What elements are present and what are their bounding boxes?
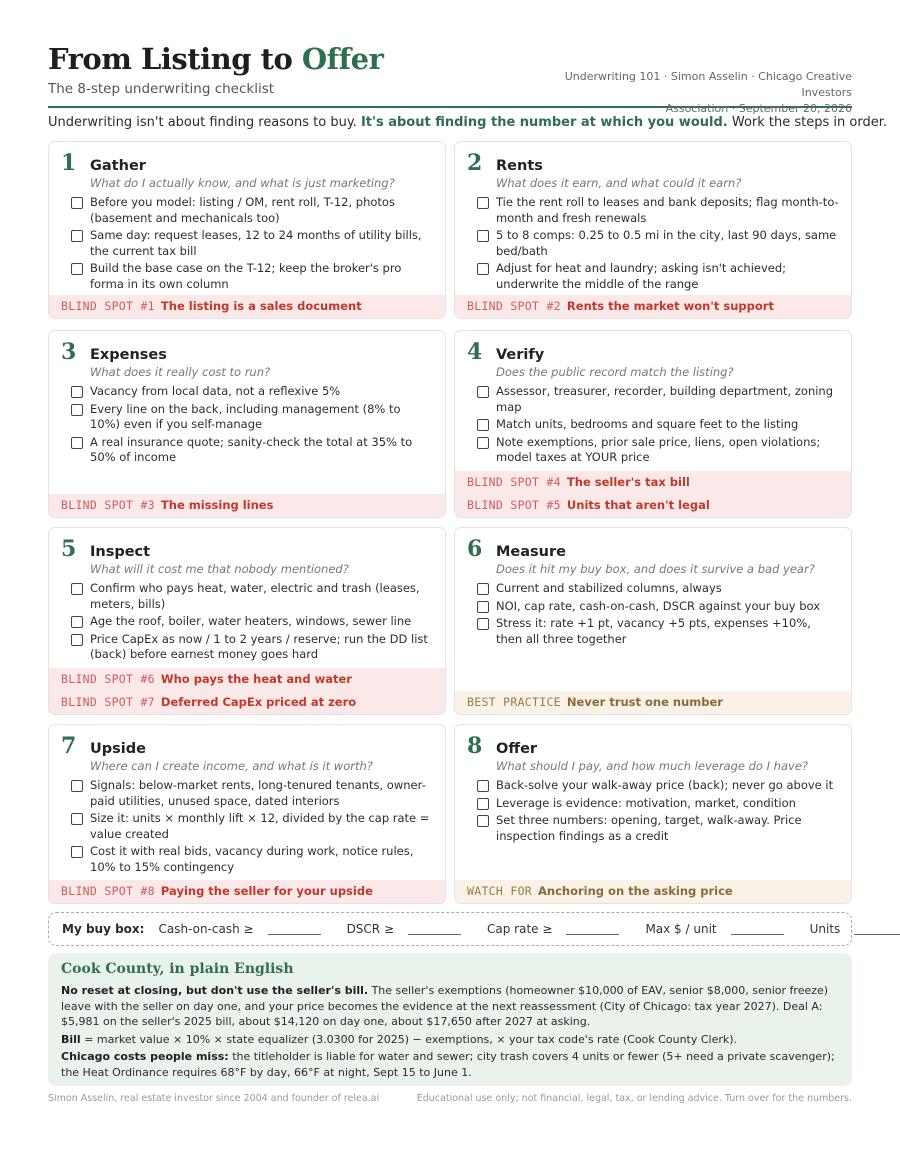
blind-spot-label: BLIND SPOT #8 bbox=[61, 884, 155, 898]
intro-after: Work the steps in order. bbox=[727, 115, 887, 130]
checkbox[interactable] bbox=[477, 437, 489, 449]
checklist-text: Price CapEx as now / 1 to 2 years / reserve; run the DD list (back) before earnest money goes hard bbox=[90, 631, 428, 661]
checklist-item bbox=[477, 616, 839, 647]
checklist-item bbox=[477, 435, 839, 466]
watch-for-label: WATCH FOR bbox=[467, 884, 533, 898]
best-practice-label: BEST PRACTICE bbox=[467, 695, 561, 709]
page-subtitle: The 8-step underwriting checklist bbox=[48, 81, 275, 97]
title-accent: Offer bbox=[301, 42, 384, 76]
cook-county-panel bbox=[48, 953, 852, 1086]
checklist-text: Set three numbers: opening, target, walk-away. Price inspection findings as a credit bbox=[496, 813, 802, 843]
checklist-text: Assessor, treasurer, recorder, building department, zoning map bbox=[496, 384, 834, 414]
checklist-text: Confirm who pays heat, water, electric and trash (leases, meters, bills) bbox=[90, 581, 420, 611]
blind-spot-text: The listing is a sales document bbox=[160, 299, 362, 313]
checklist-text: Note exemptions, prior sale price, liens, open violations; model taxes at YOUR price bbox=[496, 434, 821, 464]
blind-spot-label: BLIND SPOT #5 bbox=[467, 498, 561, 512]
checkbox[interactable] bbox=[477, 419, 489, 431]
blind-spot-banner bbox=[49, 691, 445, 714]
checklist-item bbox=[477, 261, 839, 292]
meta-line: Association · September 20, 2026 bbox=[665, 102, 852, 115]
buy-box-field-units bbox=[810, 922, 900, 936]
checklist-text: Same day: request leases, 12 to 24 months of utility bills, the current tax bill bbox=[90, 228, 422, 258]
checklist-item bbox=[477, 599, 839, 615]
checklist-item bbox=[477, 778, 839, 794]
page-footer bbox=[48, 1093, 852, 1104]
step-number: 4 bbox=[467, 339, 483, 365]
county-bold-lead: Chicago costs people miss: bbox=[61, 1050, 229, 1063]
intro-text bbox=[48, 115, 887, 130]
checklist-item bbox=[71, 402, 433, 433]
step-title: Inspect bbox=[90, 544, 151, 560]
step-question: Where can I create income, and what is it worth? bbox=[90, 759, 373, 773]
step-number: 3 bbox=[61, 339, 77, 365]
blind-spot-banner bbox=[49, 494, 445, 517]
step-card-upside bbox=[48, 724, 446, 904]
county-text: = market value × 10% × state equalizer (3.0300 for 2025) − exemptions, × your tax code's rate (Cook County Clerk). bbox=[80, 1032, 738, 1046]
blind-spot-banner bbox=[49, 295, 445, 318]
checklist-text: Stress it: rate +1 pt, vacancy +5 pts, expenses +10%, then all three together bbox=[496, 616, 811, 646]
checklist-item bbox=[71, 435, 433, 466]
checklist-text: Vacancy from local data, not a reflexive 5% bbox=[90, 384, 341, 398]
buy-box-field-max-per-unit bbox=[645, 922, 783, 936]
blank-input-line[interactable] bbox=[854, 923, 900, 935]
county-bold-lead: Bill bbox=[61, 1032, 81, 1046]
county-bold-lead: No reset at closing, but don't use the seller's bill. bbox=[61, 984, 369, 997]
buy-box-field-cash-on-cash bbox=[158, 922, 320, 936]
field-label: DSCR ≥ bbox=[346, 922, 395, 936]
checklist-text: Signals: below-market rents, long-tenured tenants, owner-paid utilities, unused space, dated interiors bbox=[90, 778, 426, 808]
checklist-text: Tie the rent roll to leases and bank deposits; flag month-to-month and fresh renewals bbox=[496, 195, 839, 225]
checklist-text: Before you model: listing / OM, rent roll, T-12, photos (basement and mechanicals too) bbox=[90, 195, 395, 225]
step-title: Upside bbox=[90, 741, 146, 757]
checklist-item bbox=[477, 796, 839, 812]
step-card-verify bbox=[454, 330, 852, 518]
blind-spot-banner bbox=[455, 494, 851, 517]
page-header bbox=[48, 42, 852, 115]
meta-line: Underwriting 101 · Simon Asselin · Chicago Creative Investors bbox=[564, 70, 852, 99]
field-label: Cash-on-cash ≥ bbox=[158, 922, 254, 936]
step-title: Verify bbox=[496, 347, 545, 363]
checklist-item bbox=[71, 614, 433, 630]
checklist-text: 5 to 8 comps: 0.25 to 0.5 mi in the city, last 90 days, same bed/bath bbox=[496, 228, 837, 258]
county-paragraph bbox=[61, 1032, 839, 1048]
step-number: 5 bbox=[61, 536, 77, 562]
checklist-item bbox=[71, 228, 433, 259]
watch-for-banner bbox=[455, 880, 851, 903]
buy-box bbox=[48, 912, 852, 946]
checkbox[interactable] bbox=[71, 583, 83, 595]
field-label: Max $ / unit bbox=[645, 922, 717, 936]
checkbox[interactable] bbox=[71, 780, 83, 792]
checklist-item bbox=[71, 195, 433, 226]
buy-box-label: My buy box: bbox=[62, 922, 145, 936]
step-card-rents bbox=[454, 141, 852, 319]
watch-for-text: Anchoring on the asking price bbox=[538, 884, 733, 898]
checklist-item bbox=[71, 778, 433, 809]
step-card-offer bbox=[454, 724, 852, 904]
step-number: 2 bbox=[467, 150, 483, 176]
checklist-text: Age the roof, boiler, water heaters, windows, sewer line bbox=[90, 614, 412, 628]
event-meta bbox=[522, 69, 852, 117]
checkbox[interactable] bbox=[477, 386, 489, 398]
blind-spot-label: BLIND SPOT #4 bbox=[467, 475, 561, 489]
checkbox[interactable] bbox=[477, 798, 489, 810]
checkbox[interactable] bbox=[477, 230, 489, 242]
step-number: 7 bbox=[61, 733, 77, 759]
blind-spot-label: BLIND SPOT #3 bbox=[61, 498, 155, 512]
step-question: What does it really cost to run? bbox=[90, 365, 271, 379]
step-title: Expenses bbox=[90, 347, 167, 363]
blank-input-line[interactable] bbox=[566, 923, 619, 935]
checklist-text: Leverage is evidence: motivation, market, condition bbox=[496, 795, 796, 810]
checkbox[interactable] bbox=[477, 618, 489, 630]
best-practice-banner bbox=[455, 691, 851, 714]
best-practice-text: Never trust one number bbox=[566, 695, 723, 709]
blind-spot-text: Paying the seller for your upside bbox=[160, 884, 373, 898]
checklist-item bbox=[71, 581, 433, 612]
field-label: Units bbox=[809, 922, 841, 936]
blank-input-line[interactable] bbox=[408, 923, 461, 935]
step-title: Measure bbox=[496, 544, 566, 560]
checklist-item bbox=[477, 417, 839, 433]
checkbox[interactable] bbox=[477, 197, 489, 209]
intro-before: Underwriting isn't about finding reasons to buy. bbox=[48, 115, 361, 130]
blind-spot-banner bbox=[455, 471, 851, 494]
checklist-item bbox=[71, 632, 433, 663]
checklist-item bbox=[71, 844, 433, 875]
blind-spot-text: The missing lines bbox=[160, 498, 274, 512]
blind-spot-text: Deferred CapEx priced at zero bbox=[160, 695, 357, 709]
step-question: What do I actually know, and what is just marketing? bbox=[90, 176, 395, 190]
blind-spot-text: Units that aren't legal bbox=[566, 498, 710, 512]
footer-disclaimer: Educational use only; not financial, legal, tax, or lending advice. Turn over for the numbers. bbox=[416, 1093, 852, 1104]
intro-highlight: It's about finding the number at which you would. bbox=[360, 115, 728, 130]
checkbox[interactable] bbox=[71, 846, 83, 858]
blind-spot-banner bbox=[49, 880, 445, 903]
step-number: 1 bbox=[61, 150, 77, 176]
checkbox[interactable] bbox=[477, 583, 489, 595]
county-text: the titleholder is liable for water and sewer; city trash covers 4 units or fewer (5+ need a private scavenger); the Heat Ordinance requires 68°F by day, 66°F at night, Sept 15 to June 1. bbox=[61, 1050, 835, 1079]
step-question: What will it cost me that nobody mentioned? bbox=[90, 562, 349, 576]
step-card-inspect bbox=[48, 527, 446, 715]
step-question: What does it earn, and what could it earn? bbox=[496, 176, 742, 190]
blind-spot-label: BLIND SPOT #1 bbox=[61, 299, 155, 313]
checklist-text: A real insurance quote; sanity-check the total at 35% to 50% of income bbox=[90, 434, 413, 464]
step-title: Gather bbox=[90, 158, 146, 174]
step-question: What should I pay, and how much leverage do I have? bbox=[496, 759, 808, 773]
checkbox[interactable] bbox=[71, 616, 83, 628]
step-question: Does the public record match the listing? bbox=[496, 365, 734, 379]
field-label: Cap rate ≥ bbox=[487, 922, 553, 936]
checkbox[interactable] bbox=[477, 263, 489, 275]
county-title: Cook County, in plain English bbox=[61, 961, 294, 977]
step-card-expenses bbox=[48, 330, 446, 518]
footer-author: Simon Asselin, real estate investor since 2004 and founder of relea.ai bbox=[48, 1093, 380, 1104]
checkbox[interactable] bbox=[71, 263, 83, 275]
checkbox[interactable] bbox=[71, 404, 83, 416]
checklist-text: Current and stabilized columns, always bbox=[496, 581, 722, 595]
blind-spot-text: Rents the market won't support bbox=[566, 299, 774, 313]
checklist-text: Cost it with real bids, vacancy during work, notice rules, 10% to 15% contingency bbox=[90, 844, 414, 874]
blind-spot-banner bbox=[49, 668, 445, 691]
checklist-text: Match units, bedrooms and square feet to the listing bbox=[496, 417, 799, 431]
step-title: Rents bbox=[496, 158, 543, 174]
checkbox[interactable] bbox=[71, 813, 83, 825]
blind-spot-banner bbox=[455, 295, 851, 318]
step-card-measure bbox=[454, 527, 852, 715]
checklist-text: NOI, cap rate, cash-on-cash, DSCR against your buy box bbox=[496, 598, 821, 613]
checklist-item bbox=[71, 384, 433, 400]
checklist-item bbox=[477, 581, 839, 597]
checkbox[interactable] bbox=[71, 386, 83, 398]
checkbox[interactable] bbox=[477, 780, 489, 792]
blind-spot-text: Who pays the heat and water bbox=[160, 672, 352, 686]
step-title: Offer bbox=[496, 741, 538, 757]
blank-input-line[interactable] bbox=[268, 923, 321, 935]
checklist-text: Build the base case on the T-12; keep the broker's pro forma in its own column bbox=[90, 261, 402, 291]
step-number: 6 bbox=[467, 536, 483, 562]
checkbox[interactable] bbox=[477, 815, 489, 827]
checklist-item bbox=[71, 811, 433, 842]
checklist-item bbox=[71, 261, 433, 292]
step-number: 8 bbox=[467, 733, 483, 759]
blind-spot-label: BLIND SPOT #6 bbox=[61, 672, 155, 686]
checklist-item bbox=[477, 228, 839, 259]
blank-input-line[interactable] bbox=[731, 923, 784, 935]
blind-spot-label: BLIND SPOT #7 bbox=[61, 695, 155, 709]
checkbox[interactable] bbox=[71, 197, 83, 209]
blind-spot-text: The seller's tax bill bbox=[566, 475, 690, 489]
step-card-gather bbox=[48, 141, 446, 319]
checklist-item bbox=[477, 813, 839, 844]
checklist-text: Adjust for heat and laundry; asking isn't achieved; underwrite the middle of the range bbox=[496, 261, 787, 291]
county-paragraph bbox=[61, 1049, 839, 1080]
county-text: The seller's exemptions (homeowner $10,000 of EAV, senior $8,000, senior freeze) leave with the seller on day one, and your price becomes the evidence at the next reassessment (City of Chicago: tax year 2027). Deal A: $5,981 on the seller's 2025 bill, about $14,120 on day one, about $17,650 after 2027 at asking. bbox=[61, 984, 829, 1028]
checklist-text: Every line on the back, including management (8% to 10%) even if you self-manage bbox=[90, 401, 401, 431]
checklist-text: Back-solve your walk-away price (back); never go above it bbox=[496, 778, 834, 792]
checklist-item bbox=[477, 195, 839, 226]
buy-box-field-dscr bbox=[347, 922, 461, 936]
checklist-text: Size it: units × monthly lift × 12, divided by the cap rate = value created bbox=[90, 811, 430, 841]
checkbox[interactable] bbox=[71, 437, 83, 449]
checkbox[interactable] bbox=[71, 634, 83, 646]
title-main: From Listing to bbox=[48, 42, 302, 76]
buy-box-field-cap-rate bbox=[487, 922, 619, 936]
checkbox[interactable] bbox=[477, 601, 489, 613]
county-paragraph bbox=[61, 983, 839, 1030]
blind-spot-label: BLIND SPOT #2 bbox=[467, 299, 561, 313]
step-question: Does it hit my buy box, and does it survive a bad year? bbox=[496, 562, 815, 576]
checklist-item bbox=[477, 384, 839, 415]
checkbox[interactable] bbox=[71, 230, 83, 242]
